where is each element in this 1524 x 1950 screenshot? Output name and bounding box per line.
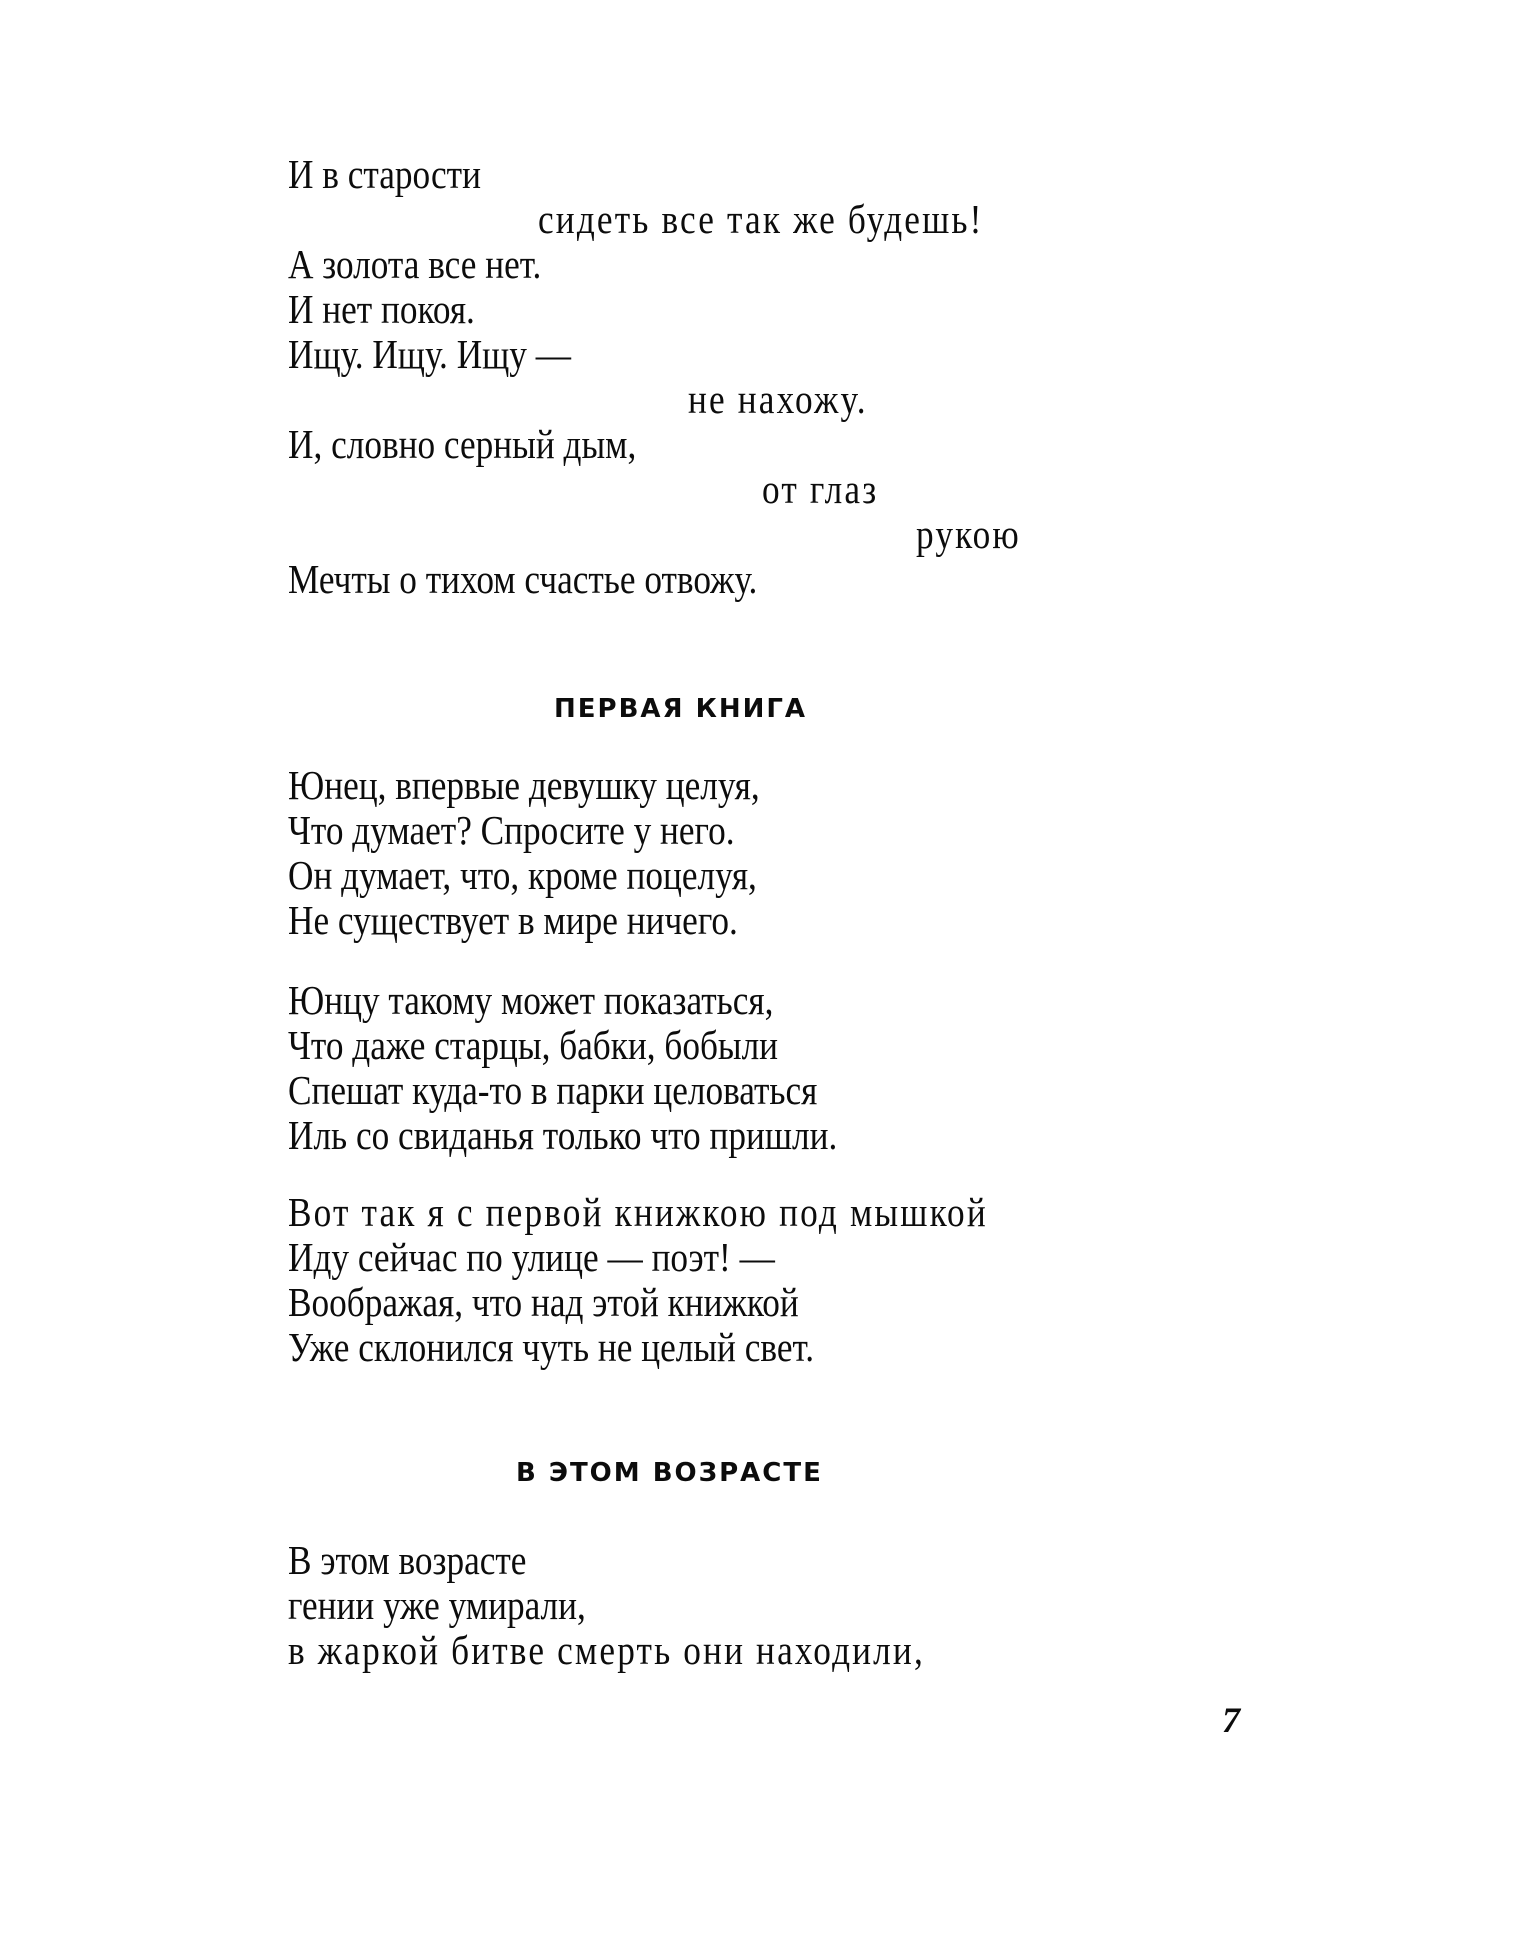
poem-line: В этом возрасте: [288, 1537, 527, 1583]
poem-line: Уже склонился чуть не целый свет.: [288, 1324, 815, 1370]
poem-line: И, словно серный дым,: [288, 421, 637, 467]
poem-line: сидеть все так же будешь!: [538, 196, 984, 242]
poem-line: Воображая, что над этой книжкой: [288, 1279, 799, 1325]
poem-line: в жаркой битве смерть они находили,: [288, 1627, 925, 1673]
poem-line: И нет покоя.: [288, 286, 475, 332]
poem-line: И в старости: [288, 151, 481, 197]
poem-line: рукою: [916, 511, 1021, 557]
poem-line: гении уже умирали,: [288, 1582, 586, 1628]
poem-title: В ЭТОМ ВОЗРАСТЕ: [516, 1458, 823, 1488]
page-number: 7: [1222, 1700, 1240, 1740]
poem-line: Что думает? Спросите у него.: [288, 807, 735, 853]
poem-line: не нахожу.: [688, 376, 868, 422]
poem-line: Ищу. Ищу. Ищу —: [288, 331, 572, 377]
poem-title: ПЕРВАЯ КНИГА: [554, 694, 808, 724]
poem-line: Юнцу такому может показаться,: [288, 977, 774, 1023]
poem-line: Юнец, впервые девушку целуя,: [288, 762, 760, 808]
poem-line: Мечты о тихом счастье отвожу.: [288, 556, 758, 602]
poem-line: А золота все нет.: [288, 241, 542, 287]
poem-line: Что даже старцы, бабки, бобыли: [288, 1022, 779, 1068]
poem-line: Вот так я с первой книжкою под мышкой: [288, 1189, 988, 1235]
poem-line: Он думает, что, кроме поцелуя,: [288, 852, 757, 898]
poem-line: Не существует в мире ничего.: [288, 897, 738, 943]
poem-line: Иль со свиданья только что пришли.: [288, 1112, 838, 1158]
poem-line: Спешат куда-то в парки целоваться: [288, 1067, 818, 1113]
poem-line: от глаз: [762, 466, 879, 512]
poem-line: Иду сейчас по улице — поэт! —: [288, 1234, 775, 1280]
